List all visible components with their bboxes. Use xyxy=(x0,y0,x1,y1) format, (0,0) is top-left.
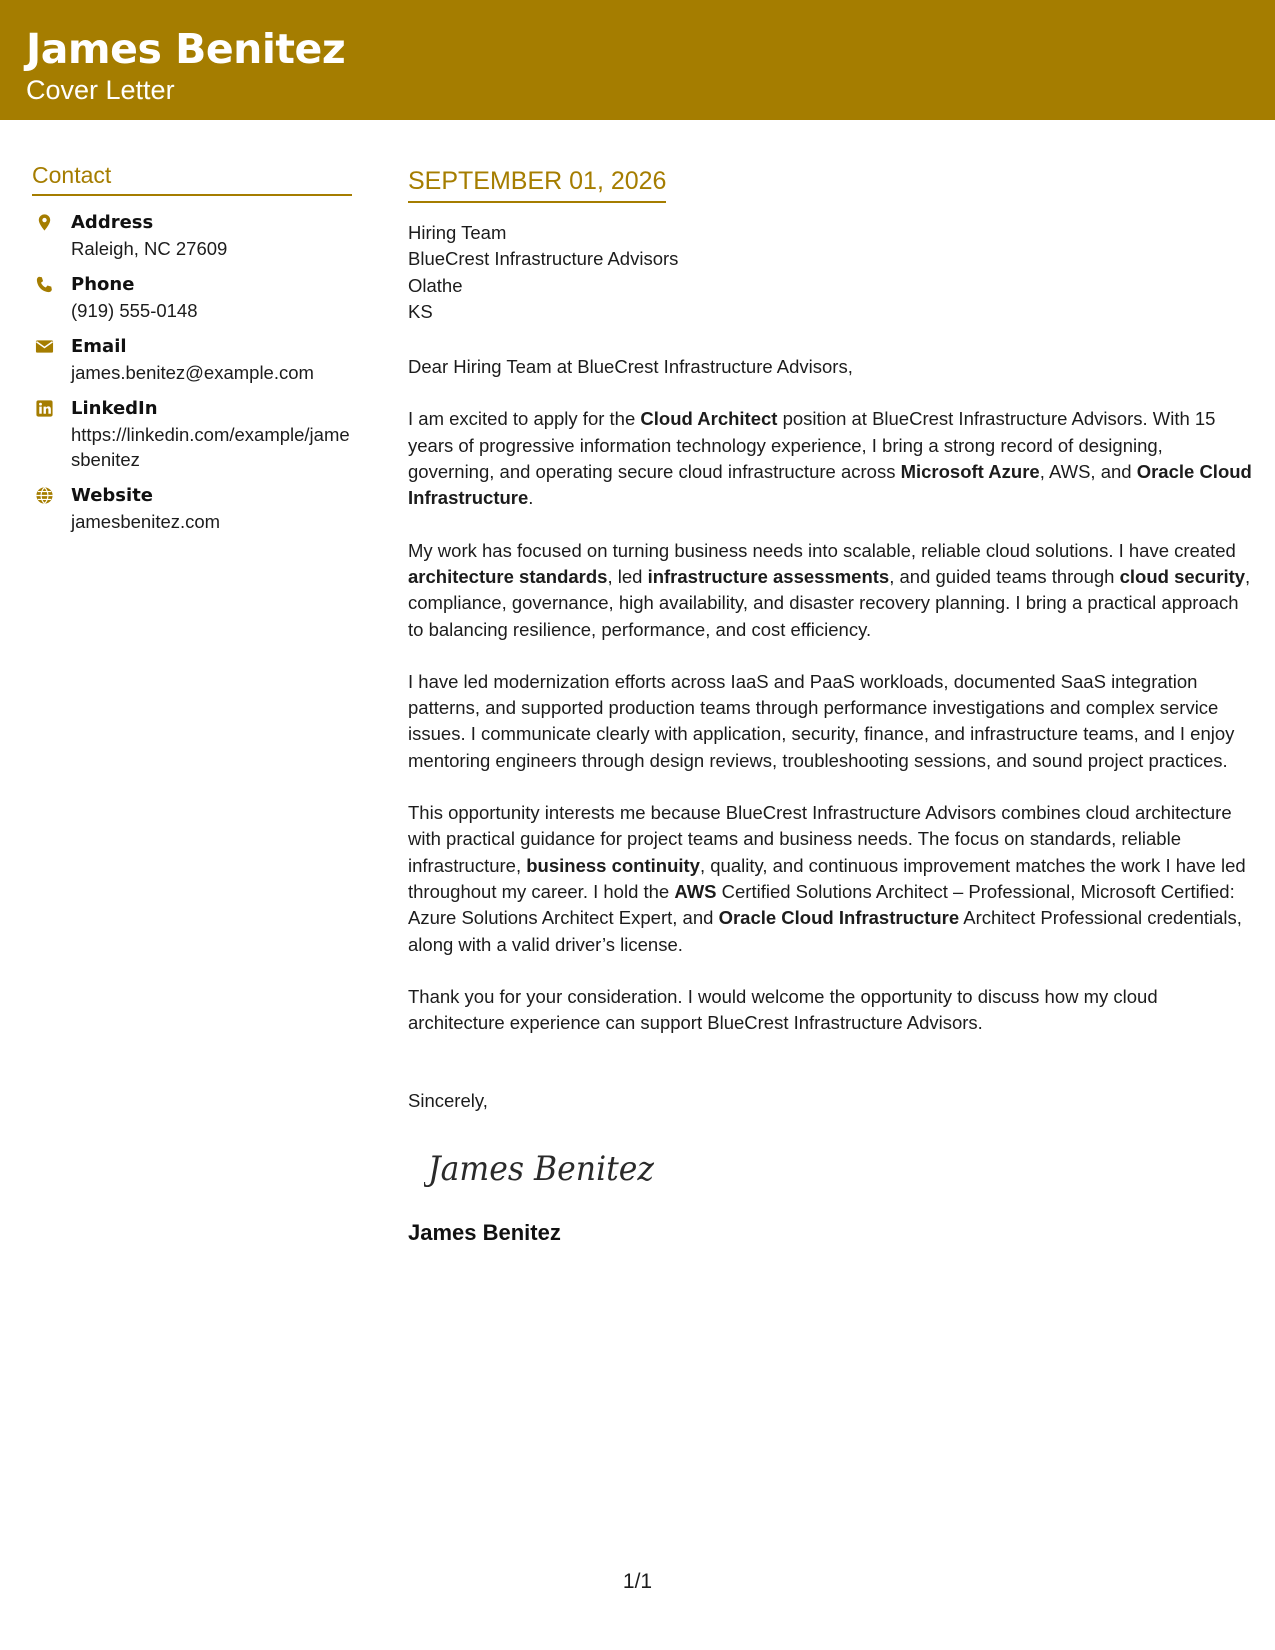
paragraph-emphasis: business continuity xyxy=(526,854,700,876)
paragraph-text: position at BlueCrest Infrastructure Advisors. With 15 years of progressive information technology experience, I bring a strong record of designing, governing, and operating secure cloud infrastructure across xyxy=(408,408,1216,483)
closing: Sincerely, xyxy=(408,1090,488,1112)
signature-text: James Benitez xyxy=(424,1149,656,1190)
paragraph-text: , quality, and continuous improvement matches the work I have led throughout my career. I hold the xyxy=(408,854,1246,902)
header-banner xyxy=(0,0,1275,120)
paragraph-emphasis: AWS xyxy=(674,880,717,902)
paragraph-emphasis: Oracle Cloud Infrastructure xyxy=(408,461,1252,509)
paragraph-emphasis: Cloud Architect xyxy=(640,408,778,430)
contact-item-phone xyxy=(32,272,352,323)
contact-value[interactable]: james.benitez@example.com xyxy=(71,362,314,383)
paragraph: Thank you for your consideration. I would welcome the opportunity to discuss how my cloud architecture experience can support BlueCrest Infrastructure Advisors. xyxy=(408,985,1158,1034)
envelope-icon xyxy=(35,337,54,356)
paragraph xyxy=(408,538,1254,643)
contact-list xyxy=(32,210,352,534)
contact-label: Address xyxy=(71,212,154,233)
paragraph: I have led modernization efforts across IaaS and PaaS workloads, documented SaaS integration patterns, and supported production teams through performance investigations and complex service issues. I communicate clearly with application, security, finance, and infrastructure teams, and I enjoy mentoring engineers through design reviews, troubleshooting sessions, and sound project practices. xyxy=(408,670,1235,771)
recipient-block xyxy=(408,220,1254,325)
contact-heading: Contact xyxy=(32,160,352,196)
contact-item-address xyxy=(32,210,352,261)
paragraph-emphasis: cloud security xyxy=(1119,565,1246,587)
contact-sidebar xyxy=(32,160,352,545)
paragraph-text: This opportunity interests me because BlueCrest Infrastructure Advisors combines cloud architecture with practical guidance for project teams and business needs. The focus on standards, reliable infrastructure, xyxy=(408,802,1232,876)
recipient-line: BlueCrest Infrastructure Advisors xyxy=(408,248,679,270)
paragraph-text: Architect Professional credentials, along with a valid driver’s license. xyxy=(408,907,1242,955)
contact-value[interactable]: https://linkedin.com/example/jamesbenitez xyxy=(71,424,350,470)
paragraph xyxy=(408,406,1254,511)
handwritten-signature xyxy=(424,1138,664,1198)
contact-value: Raleigh, NC 27609 xyxy=(71,238,228,259)
contact-label: LinkedIn xyxy=(71,398,158,419)
contact-label: Phone xyxy=(71,274,135,295)
contact-label: Website xyxy=(71,485,154,506)
page-number: 1/1 xyxy=(622,1570,653,1593)
paragraph-text: , AWS, and xyxy=(1039,461,1137,483)
contact-item-linkedin xyxy=(32,396,352,472)
paragraph-emphasis: architecture standards xyxy=(408,565,608,587)
paragraph-text: Certified Solutions Architect – Professional, Microsoft Certified: Azure Solutions Architect Expert, and xyxy=(408,880,1235,929)
applicant-name: James Benitez xyxy=(26,25,346,73)
paragraph-emphasis: Microsoft Azure xyxy=(900,461,1040,483)
letter-body xyxy=(408,164,1254,1248)
map-pin-icon xyxy=(35,213,54,232)
paragraph-text: . xyxy=(528,487,534,509)
paragraph-text: , and guided teams through xyxy=(889,565,1120,587)
contact-value: (919) 555-0148 xyxy=(71,300,198,321)
signer-name: James Benitez xyxy=(408,1220,561,1246)
linkedin-icon xyxy=(35,399,54,418)
document-subtitle: Cover Letter xyxy=(26,75,175,105)
paragraph-text: My work has focused on turning business needs into scalable, reliable cloud solutions. I have created xyxy=(408,539,1236,561)
paragraph-text: , compliance, governance, high availability, and disaster recovery planning. I bring a practical approach to balancing resilience, performance, and cost efficiency. xyxy=(408,565,1251,640)
contact-item-email xyxy=(32,334,352,385)
letter-date: SEPTEMBER 01, 2026 xyxy=(408,164,666,203)
recipient-line: KS xyxy=(408,300,433,322)
globe-icon xyxy=(35,486,54,505)
salutation: Dear Hiring Team at BlueCrest Infrastructure Advisors, xyxy=(408,356,853,378)
paragraph-emphasis: infrastructure assessments xyxy=(647,565,890,587)
paragraph xyxy=(408,800,1254,958)
contact-value[interactable]: jamesbenitez.com xyxy=(71,511,221,532)
contact-label: Email xyxy=(71,336,127,357)
recipient-line: Hiring Team xyxy=(408,222,507,243)
contact-item-website xyxy=(32,483,352,534)
phone-icon xyxy=(35,275,54,294)
paragraph-emphasis: Oracle Cloud Infrastructure xyxy=(718,907,960,929)
recipient-line: Olathe xyxy=(408,274,463,296)
paragraph-text: I am excited to apply for the xyxy=(408,408,641,430)
paragraph-text: , led xyxy=(607,565,648,587)
